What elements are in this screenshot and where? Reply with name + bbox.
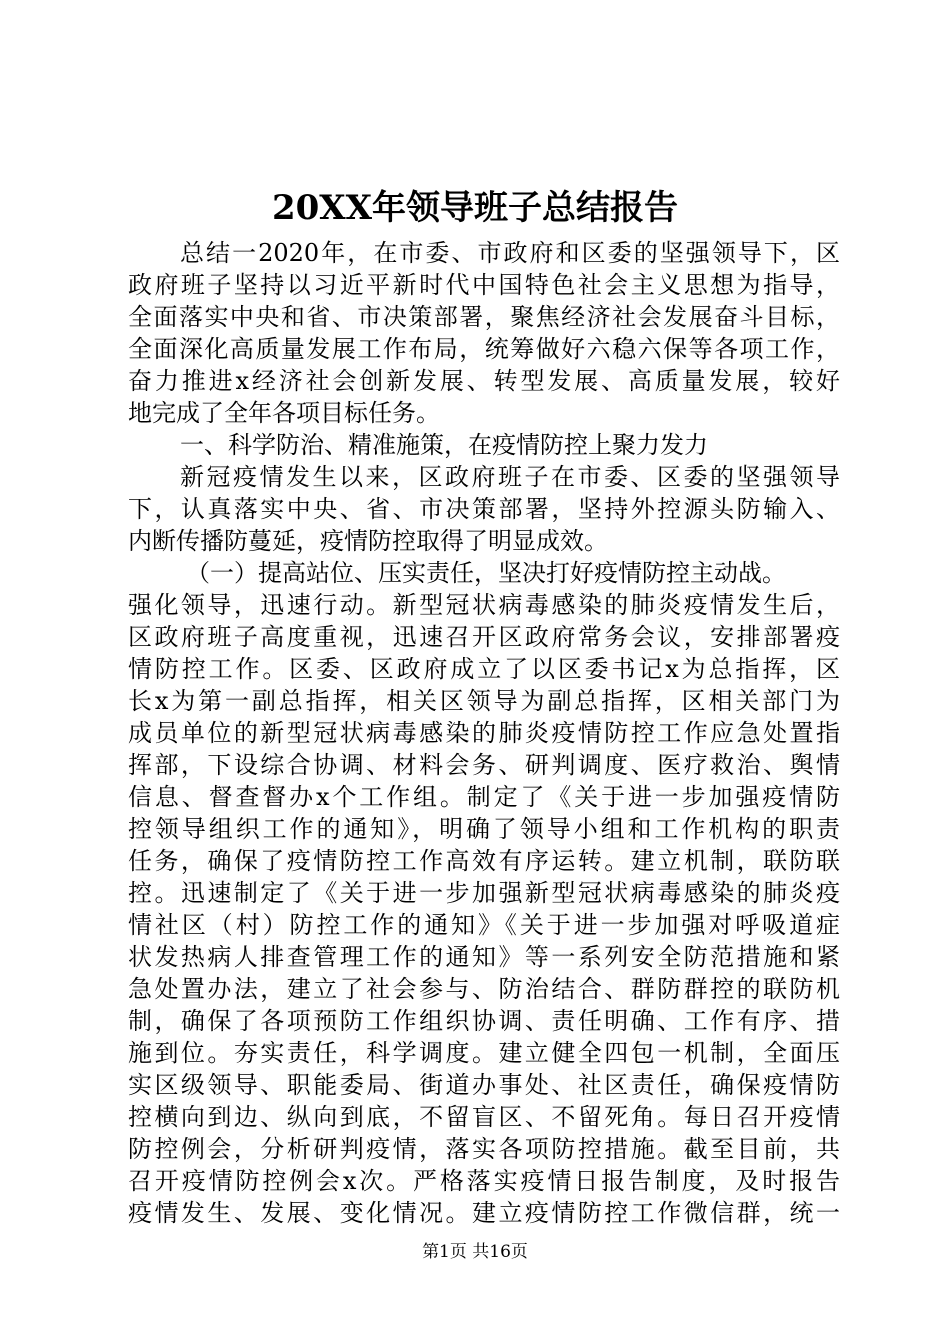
text-line: 防控例会，分析研判疫情，落实各项防控措施。截至目前，共 xyxy=(128,1135,840,1163)
text-line: 疫情发生、发展、变化情况。建立疫情防控工作微信群，统一 xyxy=(128,1199,840,1227)
text-line: 政府班子坚持以习近平新时代中国特色社会主义思想为指导， xyxy=(128,271,840,299)
text-line: 急处置办法，建立了社会参与、防治结合、群防群控的联防机 xyxy=(128,975,840,1003)
text-line: 任务，确保了疫情防控工作高效有序运转。建立机制，联防联 xyxy=(128,847,840,875)
text-line: 制，确保了各项预防工作组织协调、责任明确、工作有序、措 xyxy=(128,1007,840,1035)
text-line: 长x为第一副总指挥，相关区领导为副总指挥，区相关部门为 xyxy=(128,687,840,715)
text-line: 成员单位的新型冠状病毒感染的肺炎疫情防控工作应急处置指 xyxy=(128,719,840,747)
text-line: 全面深化高质量发展工作布局，统筹做好六稳六保等各项工作， xyxy=(128,335,840,363)
text-line: 强化领导，迅速行动。新型冠状病毒感染的肺炎疫情发生后， xyxy=(128,591,840,619)
text-line: 内断传播防蔓延，疫情防控取得了明显成效。 xyxy=(128,527,608,555)
text-line: 总结一2020年，在市委、市政府和区委的坚强领导下，区 xyxy=(180,239,840,267)
text-line: 情社区（村）防控工作的通知》《关于进一步加强对呼吸道症 xyxy=(128,911,840,939)
text-line: 全面落实中央和省、市决策部署，聚焦经济社会发展奋斗目标， xyxy=(128,303,840,331)
text-line: 新冠疫情发生以来，区政府班子在市委、区委的坚强领导 xyxy=(180,463,840,491)
text-line: 地完成了全年各项目标任务。 xyxy=(128,399,440,427)
section-heading: 一、科学防治、精准施策，在疫情防控上聚力发力 xyxy=(180,431,708,459)
text-line: 状发热病人排查管理工作的通知》等一系列安全防范措施和紧 xyxy=(128,943,840,971)
subsection-heading: （一）提高站位、压实责任，坚决打好疫情防控主动战。 xyxy=(186,559,786,587)
text-line: 下，认真落实中央、省、市决策部署，坚持外控源头防输入、 xyxy=(128,495,840,523)
text-line: 控。迅速制定了《关于进一步加强新型冠状病毒感染的肺炎疫 xyxy=(128,879,840,907)
document-body xyxy=(128,237,840,1229)
text-line: 控领导组织工作的通知》，明确了领导小组和工作机构的职责 xyxy=(128,815,840,843)
page-number: 第1页 共16页 xyxy=(422,1242,528,1262)
text-line: 实区级领导、职能委局、街道办事处、社区责任，确保疫情防 xyxy=(128,1071,840,1099)
text-line: 挥部，下设综合协调、材料会务、研判调度、医疗救治、舆情 xyxy=(128,751,840,779)
text-line: 施到位。夯实责任，科学调度。建立健全四包一机制，全面压 xyxy=(128,1039,840,1067)
text-line: 奋力推进x经济社会创新发展、转型发展、高质量发展，较好 xyxy=(128,367,840,395)
text-line: 控横向到边、纵向到底，不留盲区、不留死角。每日召开疫情 xyxy=(128,1103,840,1131)
text-line: 信息、督查督办x个工作组。制定了《关于进一步加强疫情防 xyxy=(128,783,840,811)
text-line: 区政府班子高度重视，迅速召开区政府常务会议，安排部署疫 xyxy=(128,623,840,651)
text-line: 情防控工作。区委、区政府成立了以区委书记x为总指挥，区 xyxy=(128,655,840,683)
document-title: 20XX年领导班子总结报告 xyxy=(271,188,679,228)
text-line: 召开疫情防控例会x次。严格落实疫情日报告制度，及时报告 xyxy=(128,1167,840,1195)
